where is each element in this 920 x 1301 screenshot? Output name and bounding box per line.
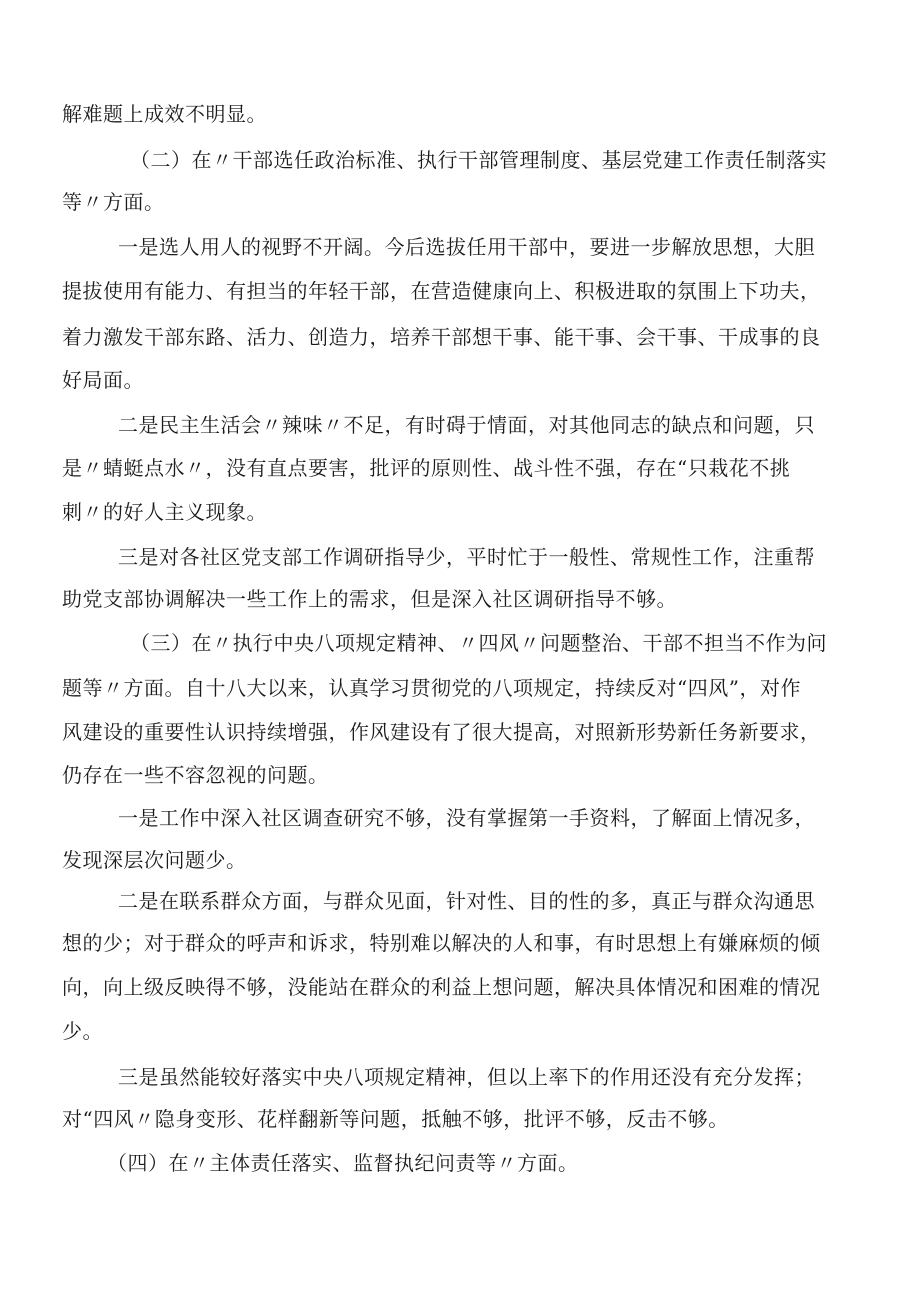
paragraph-first-line: 一是选人用人的视野不开阔。今后选拔任用干部中，要进一步解放思想，大胆: [118, 235, 815, 259]
text-line: 解难题上成效不明显。: [62, 102, 267, 126]
text-line: 发现深层次问题少。: [62, 848, 247, 872]
paragraph-first-line: 三是虽然能较好落实中央八项规定精神，但以上率下的作用还没有充分发挥；: [118, 1065, 815, 1089]
text-line: 向，向上级反映得不够，没能站在群众的利益上想问题，解决具体情况和困难的情况: [62, 975, 821, 999]
text-line: 助党支部协调解决一些工作上的需求，但是深入社区调研指导不够。: [62, 587, 677, 611]
paragraph-first-line: 三是对各社区党支部工作调研指导少，平时忙于一般性、常规性工作，注重帮: [118, 545, 815, 569]
text-line: 风建设的重要性认识持续增强，作风建设有了很大提高，对照新形势新任务新要求，: [62, 720, 821, 744]
text-line: 想的少；对于群众的呼声和诉求，特别难以解决的人和事，有时思想上有嫌麻烦的倾: [62, 931, 821, 955]
text-line: 是〃蜻蜓点水〃，没有直点要害，批评的原则性、战斗性不强，存在“只栽花不挑: [62, 456, 791, 480]
text-line: 着力激发干部东路、活力、创造力，培养干部想干事、能干事、会干事、干成事的良: [62, 325, 821, 349]
paragraph-first-line: 二是在联系群众方面，与群众见面，针对性、目的性的多，真正与群众沟通思: [118, 889, 815, 913]
text-line: 刺〃的好人主义现象。: [62, 500, 267, 524]
text-line: 题等〃方面。自十八大以来，认真学习贯彻党的八项规定，持续反对“四风”，对作: [62, 676, 801, 700]
text-line: 仍存在一些不容忽视的问题。: [62, 763, 329, 787]
section-heading: （四）在〃主体责任落实、监督执纪问责等〃方面。: [107, 1151, 579, 1175]
text-line: 对“四风〃隐身变形、花样翻新等问题，抵触不够，批评不够，反击不够。: [62, 1107, 729, 1131]
section-heading: （三）在〃执行中央八项规定精神、〃四风〃问题整治、干部不担当不作为问: [130, 631, 827, 655]
paragraph-first-line: 二是民主生活会〃辣味〃不足，有时碍于情面，对其他同志的缺点和问题，只: [118, 413, 815, 437]
text-line: 提拔使用有能力、有担当的年轻干部，在营造健康向上、积极进取的氛围上下功夫，: [62, 279, 821, 303]
paragraph-first-line: 一是工作中深入社区调查研究不够，没有掌握第一手资料，了解面上情况多，: [118, 806, 815, 830]
text-line: 等〃方面。: [62, 190, 165, 214]
text-line: 少。: [62, 1019, 103, 1043]
section-heading: （二）在〃干部选任政治标准、执行干部管理制度、基层党建工作责任制落实: [130, 148, 827, 172]
text-line: 好局面。: [62, 368, 144, 392]
